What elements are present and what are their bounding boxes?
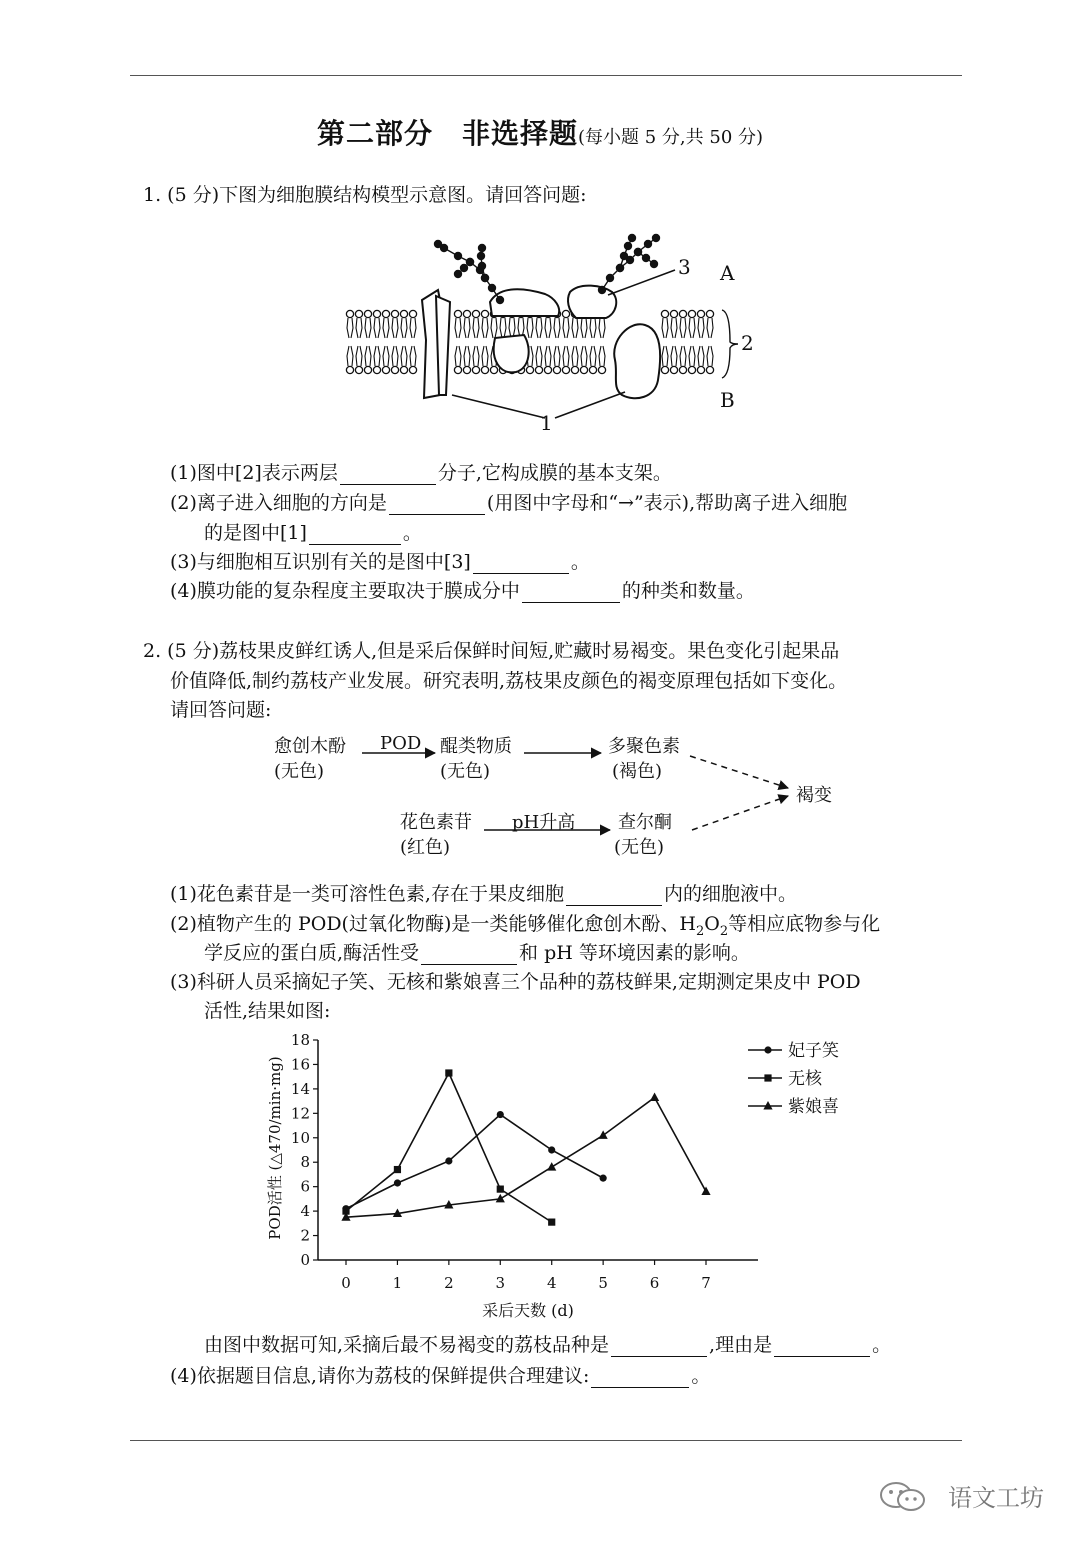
- x-tick-label: 3: [495, 1274, 506, 1292]
- scheme-guaiacol: 愈创木酚: [274, 736, 346, 757]
- q2-part3: [170, 971, 861, 994]
- glycolipid-chain: [434, 240, 504, 304]
- lipid-head-outer: [346, 310, 353, 317]
- sugar-bead: [434, 240, 442, 248]
- lipid-tail-inner: [563, 346, 569, 366]
- sugar-bead: [616, 264, 624, 272]
- q1-part2-text2: (用图中字母和“→”表示),帮助离子进入细胞: [486, 492, 848, 514]
- lipid-head-inner: [589, 366, 596, 373]
- data-point-circle: [497, 1111, 504, 1118]
- lipid-head-inner: [481, 366, 488, 373]
- chart-legend: [748, 1041, 839, 1117]
- lipid-head-inner: [697, 366, 704, 373]
- y-tick-label: 18: [290, 1031, 310, 1049]
- sugar-bead: [460, 264, 468, 272]
- y-tick-label: 16: [290, 1055, 310, 1074]
- label-B: B: [720, 388, 735, 412]
- scheme-polymer: 多聚色素: [608, 736, 680, 757]
- lipid-head-inner: [580, 366, 587, 373]
- q2-part3-end: 。: [872, 1334, 892, 1356]
- scheme-chalcone: 查尔酮: [618, 812, 672, 833]
- lipid-tail-outer: [599, 318, 605, 338]
- channel-protein-half: [436, 296, 450, 395]
- lipid-tail-inner: [392, 346, 398, 366]
- label-A: A: [720, 261, 735, 285]
- sugar-bead: [454, 270, 462, 278]
- dashed-arrow-lower: [692, 796, 788, 830]
- lipid-tail-outer: [401, 318, 407, 338]
- q1-part2-blank1[interactable]: [389, 496, 485, 515]
- lipid-tail-outer: [473, 318, 479, 338]
- lipid-tail-inner: [581, 346, 587, 366]
- sugar-bead: [644, 240, 652, 248]
- lipid-head-inner: [706, 366, 713, 373]
- sugar-bead: [620, 252, 628, 260]
- sugar-bead: [650, 260, 658, 268]
- lipid-tail-inner: [689, 346, 695, 366]
- carrier-protein: [614, 324, 660, 398]
- lipid-tail-outer: [491, 318, 497, 338]
- q2-part2: [170, 913, 880, 939]
- data-point-square: [445, 1069, 452, 1076]
- lipid-head-outer: [481, 310, 488, 317]
- lipid-head-outer: [661, 310, 668, 317]
- sugar-bead: [478, 244, 486, 252]
- lipid-tail-inner: [473, 346, 479, 366]
- q1-part2-text3: 的是图中[1]: [204, 522, 307, 544]
- q1-part2: [170, 492, 847, 515]
- y-tick-label: 8: [300, 1153, 310, 1172]
- embedded-protein-small: [494, 335, 529, 372]
- data-point-triangle: [701, 1187, 710, 1196]
- sugar-bead: [466, 258, 474, 266]
- surface-protein-right: [568, 286, 616, 318]
- q2-stem-line2: 价值降低,制约荔枝产业发展。研究表明,荔枝果皮颜色的褐变原理包括如下变化。: [170, 670, 848, 692]
- sugar-bead: [598, 286, 606, 294]
- lipid-head-outer: [472, 310, 479, 317]
- lipid-tail-inner: [383, 346, 389, 366]
- chart-x-axis-label: 采后天数 (d): [482, 1301, 574, 1320]
- chart-y-axis-label: POD活性 (△470/min·mg): [266, 1056, 284, 1240]
- data-point-triangle: [650, 1092, 659, 1101]
- legend-label: 紫娘喜: [788, 1097, 839, 1117]
- q2-part3-text2: 活性,结果如图:: [204, 1000, 331, 1022]
- bottom-rule: [130, 1440, 962, 1441]
- q2-part2-cont: [204, 942, 750, 965]
- lipid-head-outer: [400, 310, 407, 317]
- data-point-square: [497, 1186, 504, 1193]
- series-line-triangle: [346, 1097, 706, 1217]
- data-point-square: [548, 1219, 555, 1226]
- lipid-tail-outer: [347, 318, 353, 338]
- sugar-bead: [606, 274, 614, 282]
- lipid-head-inner: [526, 366, 533, 373]
- q1-part2-text: (2)离子进入细胞的方向是: [170, 492, 387, 514]
- q1-part4-text: (4)膜功能的复杂程度主要取决于膜成分中: [170, 580, 520, 602]
- scheme-arrows: [0, 730, 1080, 870]
- lipid-tail-inner: [707, 346, 713, 366]
- x-tick-label: 7: [701, 1274, 711, 1292]
- data-point-triangle: [599, 1130, 608, 1139]
- scheme-anthocyanin-color: (红色): [400, 837, 451, 858]
- lipid-head-outer: [409, 310, 416, 317]
- q2-part4: [170, 1365, 710, 1388]
- x-tick-label: 5: [598, 1274, 608, 1292]
- y-tick-label: 6: [300, 1177, 310, 1196]
- q2-part2-text4: 和 pH 等环境因素的影响。: [519, 942, 750, 964]
- q2-part3-blank1[interactable]: [611, 1338, 707, 1357]
- q2-part4-text: (4)依据题目信息,请你为荔枝的保鲜提供合理建议:: [170, 1365, 590, 1387]
- lipid-head-inner: [346, 366, 353, 373]
- lipid-tail-outer: [545, 318, 551, 338]
- label-1: 1: [540, 411, 553, 435]
- q2-part3-text3: 由图中数据可知,采摘后最不易褐变的荔枝品种是: [204, 1334, 610, 1356]
- data-point-circle: [548, 1146, 555, 1153]
- y-tick-label: 0: [300, 1251, 310, 1269]
- sugar-bead: [652, 234, 660, 242]
- q2-stem-line1: 2. (5 分)荔枝果皮鲜红诱人,但是采后保鲜时间短,贮藏时易褐变。果色变化引起果品: [143, 640, 840, 662]
- scheme-polymer-color: (褐色): [612, 761, 663, 782]
- scheme-quinone-color: (无色): [440, 761, 491, 782]
- scheme-quinone: 醌类物质: [440, 736, 512, 757]
- lipid-tail-outer: [527, 318, 533, 338]
- cell-membrane-figure: [340, 230, 780, 460]
- lipid-head-outer: [670, 310, 677, 317]
- lipid-head-outer: [697, 310, 704, 317]
- lipid-tail-inner: [680, 346, 686, 366]
- sugar-bead: [634, 248, 642, 256]
- dashed-arrow-upper: [690, 756, 788, 788]
- lipid-tail-outer: [662, 318, 668, 338]
- lipid-tail-inner: [464, 346, 470, 366]
- q2-part2-sub2: 2: [719, 923, 729, 939]
- pod-activity-chart: [250, 1030, 890, 1330]
- lipid-tail-inner: [365, 346, 371, 366]
- q1-part1-text2: 分子,它构成膜的基本支架。: [437, 462, 672, 484]
- q2-stem-line3: 请回答问题:: [170, 699, 272, 721]
- q1-part1-text: (1)图中[2]表示两层: [170, 462, 338, 484]
- lipid-tail-outer: [689, 318, 695, 338]
- lipid-tail-inner: [572, 346, 578, 366]
- lipid-tail-inner: [554, 346, 560, 366]
- sugar-bead: [454, 252, 462, 260]
- lipid-tail-outer: [707, 318, 713, 338]
- x-tick-label: 0: [341, 1274, 351, 1292]
- lipid-head-inner: [472, 366, 479, 373]
- q2-part3-cont: [204, 1000, 330, 1023]
- lipid-head-inner: [454, 366, 461, 373]
- y-tick-label: 10: [290, 1128, 310, 1147]
- lipid-tail-inner: [599, 346, 605, 366]
- x-tick-label: 1: [392, 1274, 403, 1292]
- chart-axes: [291, 1031, 758, 1292]
- legend-label: 妃子笑: [788, 1041, 839, 1061]
- lipid-tail-outer: [410, 318, 416, 338]
- q1-part2-blank2[interactable]: [309, 526, 401, 545]
- q2-part3-question: [204, 1334, 891, 1357]
- q2-part1-blank[interactable]: [566, 887, 662, 906]
- lipid-tail-inner: [455, 346, 461, 366]
- q1-part1-blank[interactable]: [340, 466, 436, 485]
- sugar-bead: [477, 252, 485, 260]
- q2-part1-text2: 内的细胞液中。: [663, 883, 797, 905]
- lipid-tail-outer: [554, 318, 560, 338]
- lipid-tail-outer: [455, 318, 461, 338]
- lipid-head-outer: [679, 310, 686, 317]
- x-tick-label: 2: [444, 1274, 454, 1292]
- lipid-tail-inner: [662, 346, 668, 366]
- lipid-tail-inner: [347, 346, 353, 366]
- q1-part1: [170, 462, 672, 485]
- q1-part3: [170, 551, 590, 574]
- lipid-tail-inner: [356, 346, 362, 366]
- lipid-tail-outer: [680, 318, 686, 338]
- lipid-tail-outer: [464, 318, 470, 338]
- x-tick-label: 6: [649, 1274, 660, 1292]
- data-point-square: [394, 1166, 401, 1173]
- watermark-text: 语文工坊: [948, 1484, 1044, 1512]
- lipid-tail-outer: [563, 318, 569, 338]
- lipid-head-outer: [688, 310, 695, 317]
- lipid-head-inner: [688, 366, 695, 373]
- lipid-head-outer: [706, 310, 713, 317]
- y-tick-label: 14: [290, 1079, 310, 1098]
- lipid-head-inner: [364, 366, 371, 373]
- label-2: 2: [741, 331, 754, 355]
- lipid-head-outer: [454, 310, 461, 317]
- lipid-tail-inner: [671, 346, 677, 366]
- lipid-head-inner: [373, 366, 380, 373]
- lipid-tail-inner: [401, 346, 407, 366]
- legend-label: 无核: [788, 1069, 822, 1089]
- q1-part3-blank[interactable]: [473, 555, 569, 574]
- lipid-tail-inner: [545, 346, 551, 366]
- lipid-head-inner: [535, 366, 542, 373]
- series-line-circle: [346, 1115, 603, 1209]
- q2-part3-text: (3)科研人员采摘妃子笑、无核和紫娘喜三个品种的荔枝鲜果,定期测定果皮中 POD: [170, 971, 861, 993]
- lipid-tail-inner: [536, 346, 542, 366]
- lipid-head-inner: [598, 366, 605, 373]
- lipid-tail-inner: [698, 346, 704, 366]
- lipid-head-outer: [355, 310, 362, 317]
- scheme-browning: 褐变: [796, 785, 832, 806]
- section-title-main: 第二部分 非选择题: [316, 117, 578, 150]
- section-title-score: (每小题 5 分,共 50 分): [578, 127, 764, 148]
- data-point-circle: [600, 1175, 607, 1182]
- data-point-triangle: [547, 1162, 556, 1171]
- lipid-head-inner: [391, 366, 398, 373]
- lipid-head-inner: [661, 366, 668, 373]
- legend-marker-circle: [764, 1046, 771, 1053]
- lipid-tail-inner: [410, 346, 416, 366]
- lipid-head-outer: [562, 310, 569, 317]
- lipid-head-outer: [364, 310, 371, 317]
- lipid-head-inner: [679, 366, 686, 373]
- lipid-tail-inner: [482, 346, 488, 366]
- lipid-head-inner: [490, 366, 497, 373]
- top-rule: [130, 75, 962, 76]
- q1-part3-end: 。: [570, 551, 590, 573]
- q2-part2-sub1: 2: [695, 923, 705, 939]
- q2-part2-text3: 学反应的蛋白质,酶活性受: [204, 942, 420, 964]
- label-3: 3: [678, 255, 691, 279]
- lipid-tail-outer: [365, 318, 371, 338]
- q2-part3-text4: ,理由是: [709, 1334, 773, 1356]
- section-title: [0, 112, 1080, 152]
- q1-part2-cont: [204, 522, 422, 545]
- sugar-bead: [624, 242, 632, 250]
- q1-part2-end: 。: [402, 522, 422, 544]
- y-tick-label: 2: [300, 1226, 310, 1245]
- q1-part3-text: (3)与细胞相互识别有关的是图中[3]: [170, 551, 471, 573]
- lipid-head-inner: [670, 366, 677, 373]
- lipid-tail-outer: [392, 318, 398, 338]
- scheme-chalcone-color: (无色): [614, 837, 665, 858]
- lipid-tail-outer: [500, 318, 506, 338]
- glycoprotein-chain: [598, 234, 660, 294]
- lipid-tail-outer: [572, 318, 578, 338]
- lipid-tail-outer: [536, 318, 542, 338]
- lipid-head-inner: [463, 366, 470, 373]
- lipid-head-inner: [382, 366, 389, 373]
- q2-part4-end: 。: [691, 1365, 711, 1387]
- q1-part4: [170, 580, 755, 603]
- sugar-bead: [488, 284, 496, 292]
- q1-part4-blank[interactable]: [522, 584, 620, 603]
- lipid-tail-outer: [509, 318, 515, 338]
- series-line-square: [346, 1073, 552, 1222]
- lipid-tail-outer: [356, 318, 362, 338]
- q2-part1-text: (1)花色素苷是一类可溶性色素,存在于果皮细胞: [170, 883, 564, 905]
- q2-part3-blank2[interactable]: [774, 1338, 870, 1357]
- lipid-head-outer: [373, 310, 380, 317]
- y-tick-label: 4: [300, 1202, 310, 1221]
- scheme-pod-label: POD: [380, 733, 422, 754]
- sugar-bead: [478, 262, 486, 270]
- lipid-head-inner: [562, 366, 569, 373]
- lipid-head-outer: [382, 310, 389, 317]
- lipid-tail-outer: [374, 318, 380, 338]
- lipid-tail-outer: [671, 318, 677, 338]
- q2-part2-text2: 等相应底物参与化: [728, 913, 881, 935]
- lipid-tail-outer: [581, 318, 587, 338]
- q1-part4-text2: 的种类和数量。: [621, 580, 755, 602]
- legend-marker-square: [764, 1074, 771, 1081]
- q2-part2-o: O: [704, 913, 720, 935]
- sugar-bead: [642, 254, 650, 262]
- q2-part4-blank[interactable]: [591, 1369, 689, 1388]
- lipid-head-inner: [400, 366, 407, 373]
- lipid-head-outer: [463, 310, 470, 317]
- sugar-bead: [496, 296, 504, 304]
- sugar-bead: [481, 274, 489, 282]
- y-tick-label: 12: [290, 1104, 310, 1123]
- lipid-head-inner: [355, 366, 362, 373]
- lipid-head-inner: [553, 366, 560, 373]
- q2-part1: [170, 883, 797, 906]
- scheme-guaiacol-color: (无色): [274, 761, 325, 782]
- scheme-anthocyanin: 花色素苷: [400, 812, 472, 833]
- data-point-circle: [445, 1157, 452, 1164]
- lipid-tail-outer: [383, 318, 389, 338]
- lipid-head-inner: [544, 366, 551, 373]
- q2-part2-blank[interactable]: [421, 946, 517, 965]
- lipid-tail-outer: [698, 318, 704, 338]
- lipid-head-outer: [391, 310, 398, 317]
- lipid-tail-outer: [482, 318, 488, 338]
- q1-stem: 1. (5 分)下图为细胞膜结构模型示意图。请回答问题:: [143, 184, 587, 206]
- data-point-circle: [394, 1179, 401, 1186]
- sugar-bead: [628, 234, 636, 242]
- lipid-tail-inner: [374, 346, 380, 366]
- lipid-head-inner: [571, 366, 578, 373]
- lipid-head-inner: [409, 366, 416, 373]
- wechat-icon: [878, 1480, 930, 1514]
- x-tick-label: 4: [546, 1274, 557, 1292]
- chart-series: [341, 1069, 710, 1225]
- data-point-triangle: [496, 1194, 505, 1203]
- q2-part2-text: (2)植物产生的 POD(过氧化物酶)是一类能够催化愈创木酚、H: [170, 913, 696, 935]
- scheme-ph-label: pH升高: [512, 812, 576, 833]
- lipid-tail-inner: [590, 346, 596, 366]
- lipid-tail-outer: [590, 318, 596, 338]
